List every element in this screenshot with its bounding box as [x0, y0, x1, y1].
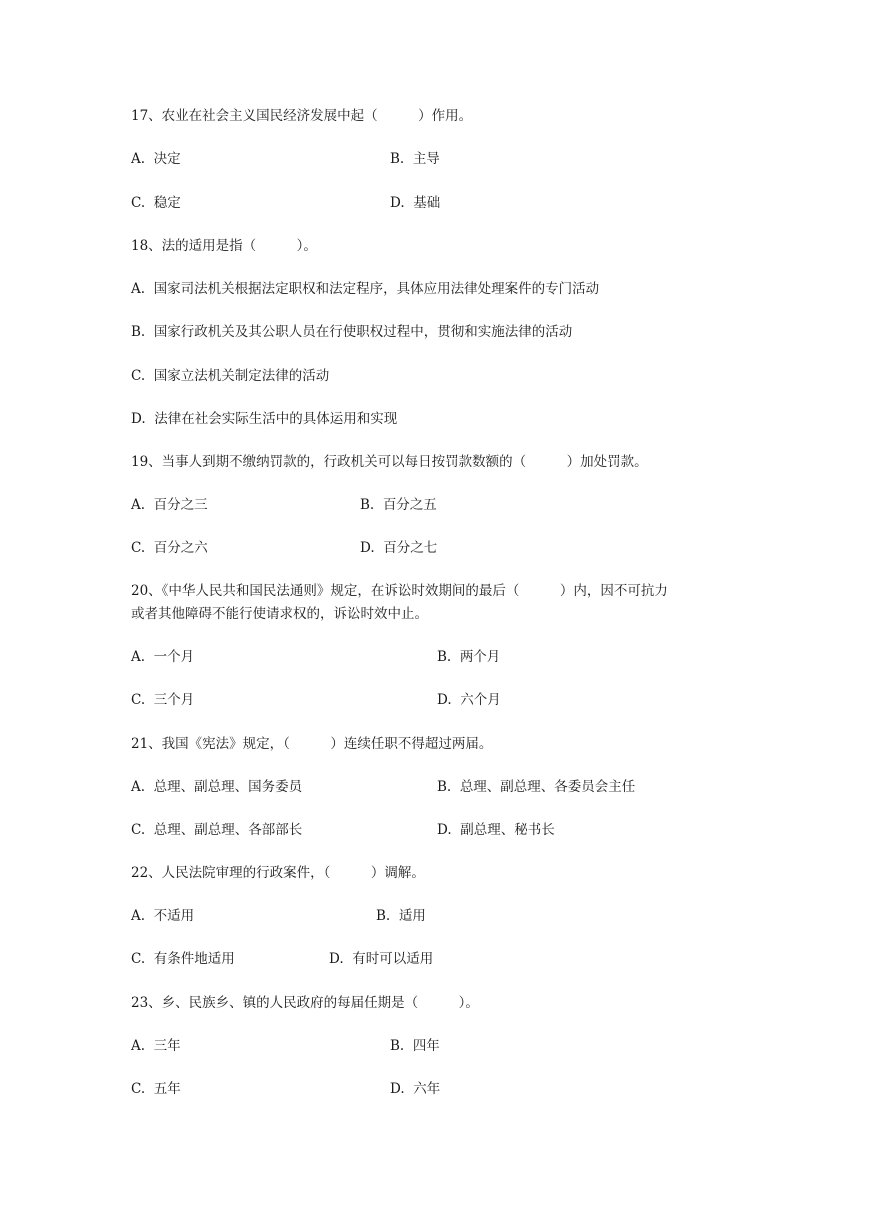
q18-option-d: D. 法律在社会实际生活中的具体运用和实现 [131, 411, 398, 427]
q17-option-d: D. 基础 [390, 195, 441, 211]
q17-option-c: C. 稳定 [131, 195, 181, 211]
q20-option-d: D. 六个月 [437, 692, 501, 708]
q18-option-a: A. 国家司法机关根据法定职权和法定程序，具体应用法律处理案件的专门活动 [131, 281, 600, 297]
question-23-stem: 23、乡、民族乡、镇的人民政府的每届任期是（ ）。 [131, 995, 479, 1011]
q19-option-c: C. 百分之六 [131, 540, 208, 556]
q22-option-b: B. 适用 [376, 908, 426, 924]
question-22-stem: 22、人民法院审理的行政案件，（ ）调解。 [131, 865, 425, 881]
question-18-stem: 18、法的适用是指（ ）。 [131, 238, 317, 254]
q18-option-c: C. 国家立法机关制定法律的活动 [131, 368, 330, 384]
question-21-stem: 21、我国《宪法》规定，（ ）连续任职不得超过两届。 [131, 736, 493, 752]
q23-option-b: B. 四年 [390, 1038, 440, 1054]
q22-option-a: A. 不适用 [131, 908, 195, 924]
q20-option-a: A. 一个月 [131, 649, 195, 665]
q22-option-d: D. 有时可以适用 [329, 951, 434, 967]
q19-option-a: A. 百分之三 [131, 497, 208, 513]
q17-option-a: A. 决定 [131, 151, 181, 167]
q23-option-a: A. 三年 [131, 1038, 181, 1054]
q19-option-b: B. 百分之五 [360, 497, 437, 513]
q18-option-b: B. 国家行政机关及其公职人员在行使职权过程中，贯彻和实施法律的活动 [131, 324, 573, 340]
q23-option-c: C. 五年 [131, 1081, 181, 1097]
q22-option-c: C. 有条件地适用 [131, 951, 235, 967]
question-19-stem: 19、当事人到期不缴纳罚款的，行政机关可以每日按罚款数额的（ ）加处罚款。 [131, 454, 648, 470]
q21-option-d: D. 副总理、秘书长 [437, 822, 555, 838]
q20-option-c: C. 三个月 [131, 692, 195, 708]
question-20-stem-continued: 或者其他障碍不能行使请求权的，诉讼时效中止。 [131, 606, 428, 622]
question-17-stem: 17、农业在社会主义国民经济发展中起（ ）作用。 [131, 108, 473, 124]
question-20-stem: 20、《中华人民共和国民法通则》规定，在诉讼时效期间的最后（ ）内，因不可抗力 [131, 583, 668, 599]
q21-option-b: B. 总理、副总理、各委员会主任 [437, 779, 636, 795]
q21-option-a: A. 总理、副总理、国务委员 [131, 779, 303, 795]
q19-option-d: D. 百分之七 [360, 540, 438, 556]
q21-option-c: C. 总理、副总理、各部部长 [131, 822, 303, 838]
q17-option-b: B. 主导 [390, 151, 440, 167]
q23-option-d: D. 六年 [390, 1081, 441, 1097]
q20-option-b: B. 两个月 [437, 649, 501, 665]
